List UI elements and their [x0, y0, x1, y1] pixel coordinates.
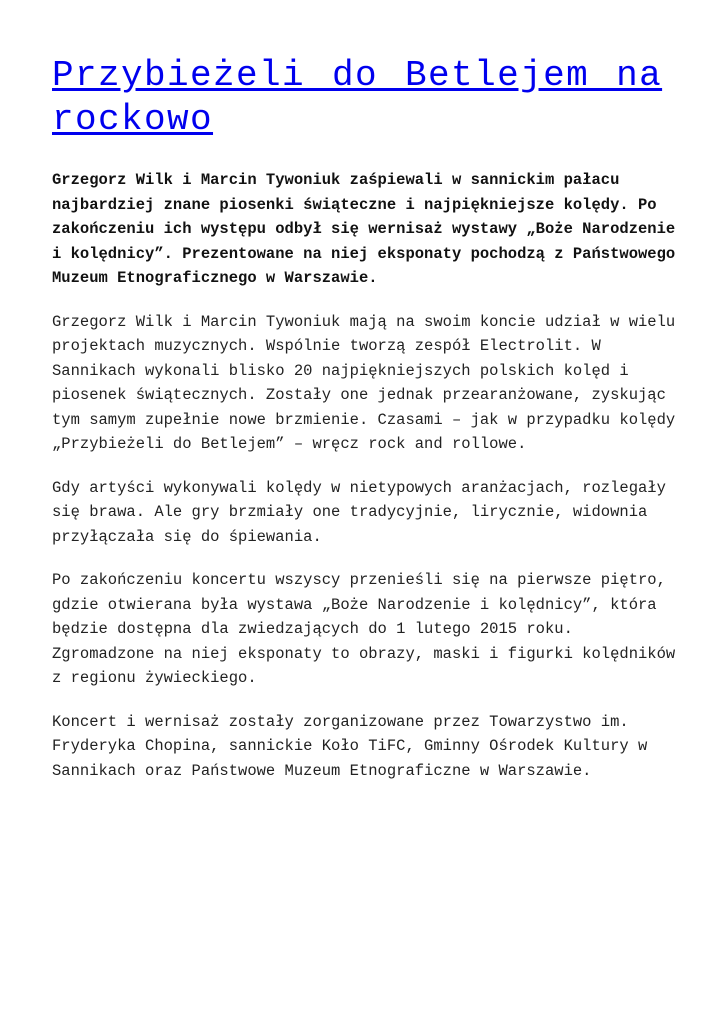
- article-paragraph-2: Gdy artyści wykonywali kolędy w nietypowych aranżacjach, rozlegały się brawa. Ale gry brzmiały one tradycyjnie, lirycznie, widownia przyłączała się do śpiewania.: [52, 478, 666, 546]
- article: [52, 54, 682, 802]
- article-paragraph-4: Koncert i wernisaż zostały zorganizowane przez Towarzystwo im. Fryderyka Chopina, sannickie Koło TiFC, Gminny Ośrodek Kultury w Sannikach oraz Państwowe Muzeum Etnograficzne w Warszawie.: [52, 712, 648, 780]
- article-title: [52, 54, 682, 142]
- article-title-link[interactable]: Przybieżeli do Betlejem na rockowo: [52, 55, 663, 140]
- article-lead: Grzegorz Wilk i Marcin Tywoniuk zaśpiewali w sannickim pałacu najbardziej znane piosenki świąteczne i najpiękniejsze kolędy. Po zakończeniu ich występu odbył się wernisaż wystawy „Boże Narodzenie i kolędnicy”. Prezentowane na niej eksponaty pochodzą z Państwowego Muzeum Etnograficznego w Warszawie.: [52, 171, 676, 287]
- article-paragraph-1: Grzegorz Wilk i Marcin Tywoniuk mają na swoim koncie udział w wielu projektach muzycznych. Wspólnie tworzą zespół Electrolit. W Sannikach wykonali blisko 20 najpiękniejszych polskich kolęd i piosenek świątecznych. Zostały one jednak przearanżowane, zyskując tym samym zupełnie nowe brzmienie. Czasami – jak w przypadku kolędy „Przybieżeli do Betlejem” – wręcz rock and rollowe.: [52, 312, 676, 453]
- article-paragraph-3: Po zakończeniu koncertu wszyscy przenieśli się na pierwsze piętro, gdzie otwierana była wystawa „Boże Narodzenie i kolędnicy”, która będzie dostępna dla zwiedzających do 1 lutego 2015 roku. Zgromadzone na niej eksponaty to obrazy, maski i figurki kolędników z regionu żywieckiego.: [52, 571, 676, 687]
